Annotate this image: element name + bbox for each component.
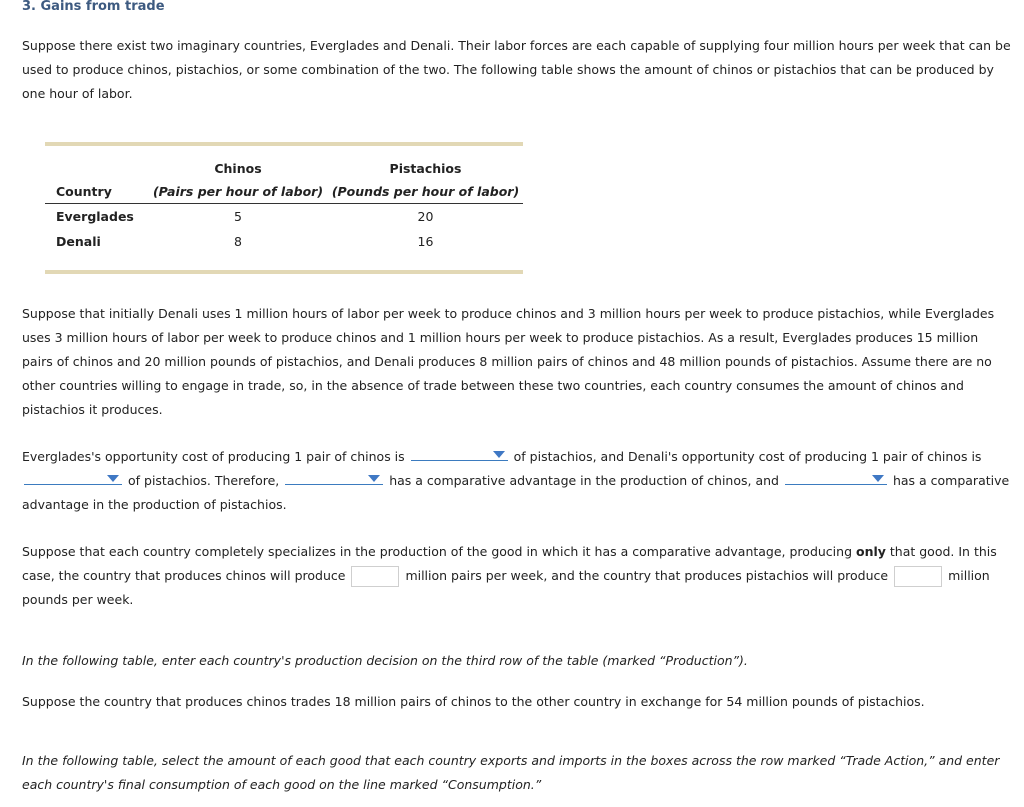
col-header-pistachios: Pistachios	[389, 161, 462, 176]
everglades-opp-cost-dropdown[interactable]	[411, 446, 508, 461]
table-row	[45, 229, 523, 254]
denali-opp-cost-dropdown[interactable]	[24, 470, 122, 485]
country-name: Denali	[56, 234, 101, 249]
chinos-quantity-input[interactable]	[351, 566, 399, 587]
chevron-down-icon	[107, 475, 119, 482]
pistachios-advantage-dropdown[interactable]	[785, 470, 887, 485]
chevron-down-icon	[368, 475, 380, 482]
chinos-advantage-dropdown[interactable]	[285, 470, 383, 485]
pistachios-value: 16	[417, 234, 434, 249]
table-bottom-rule	[45, 270, 523, 274]
section-title: 3. Gains from trade	[22, 0, 165, 14]
unit-chinos: (Pairs per hour of labor)	[148, 179, 328, 204]
chinos-value: 5	[234, 209, 242, 224]
opportunity-cost-question: Everglades's opportunity cost of producing 1 pair of chinos is of pistachios, and Denali's opportunity cost of producing 1 pair of chinos is of pistachios. Therefore, has a comparative advantage in the production of chinos, and has a comparative advantage in the production of pistachios.	[22, 445, 1012, 517]
col-header-chinos: Chinos	[214, 161, 262, 176]
labor-productivity-table	[45, 142, 523, 274]
table-row	[45, 204, 523, 230]
specialization-question: Suppose that each country completely specializes in the production of the good in which it has a comparative advantage, producing only that good. In this case, the country that produces chinos will produce million pairs per week, and the country that produces pistachios will produce million pounds per week.	[22, 544, 997, 607]
unit-pistachios: (Pounds per hour of labor)	[328, 179, 523, 204]
pistachios-quantity-input[interactable]	[894, 566, 942, 587]
chevron-down-icon	[872, 475, 884, 482]
country-name: Everglades	[56, 209, 134, 224]
chevron-down-icon	[493, 451, 505, 458]
col-header-country: Country	[45, 179, 148, 204]
pistachios-value: 20	[417, 209, 434, 224]
chinos-value: 8	[234, 234, 242, 249]
trade-paragraph: Suppose the country that produces chinos trades 18 million pairs of chinos to the other country in exchange for 54 million pounds of pistachios.	[22, 694, 925, 709]
intro-paragraph: Suppose there exist two imaginary countries, Everglades and Denali. Their labor forces are each capable of supplying four million hours per week that can be used to produce chinos, pistachios, or some combination of the two. The following table shows the amount of chinos or pistachios that can be produced by one hour of labor.	[22, 38, 1011, 101]
production-instruction: In the following table, enter each country's production decision on the third row of the table (marked “Production”).	[22, 653, 748, 668]
consumption-instruction: In the following table, select the amount of each good that each country exports and imports in the boxes across the row marked “Trade Action,” and enter each country's final consumption of each good on the line marked “Consumption.”	[22, 753, 1000, 792]
scenario-paragraph: Suppose that initially Denali uses 1 million hours of labor per week to produce chinos and 3 million hours per week to produce pistachios, while Everglades uses 3 million hours of labor per week to produce chinos and 1 million hours per week to produce pistachios. As a result, Everglades produces 15 million pairs of chinos and 20 million pounds of pistachios, and Denali produces 8 million pairs of chinos and 48 million pounds of pistachios. Assume there are no other countries willing to engage in trade, so, in the absence of trade between these two countries, each country consumes the amount of chinos and pistachios it produces.	[22, 306, 995, 417]
